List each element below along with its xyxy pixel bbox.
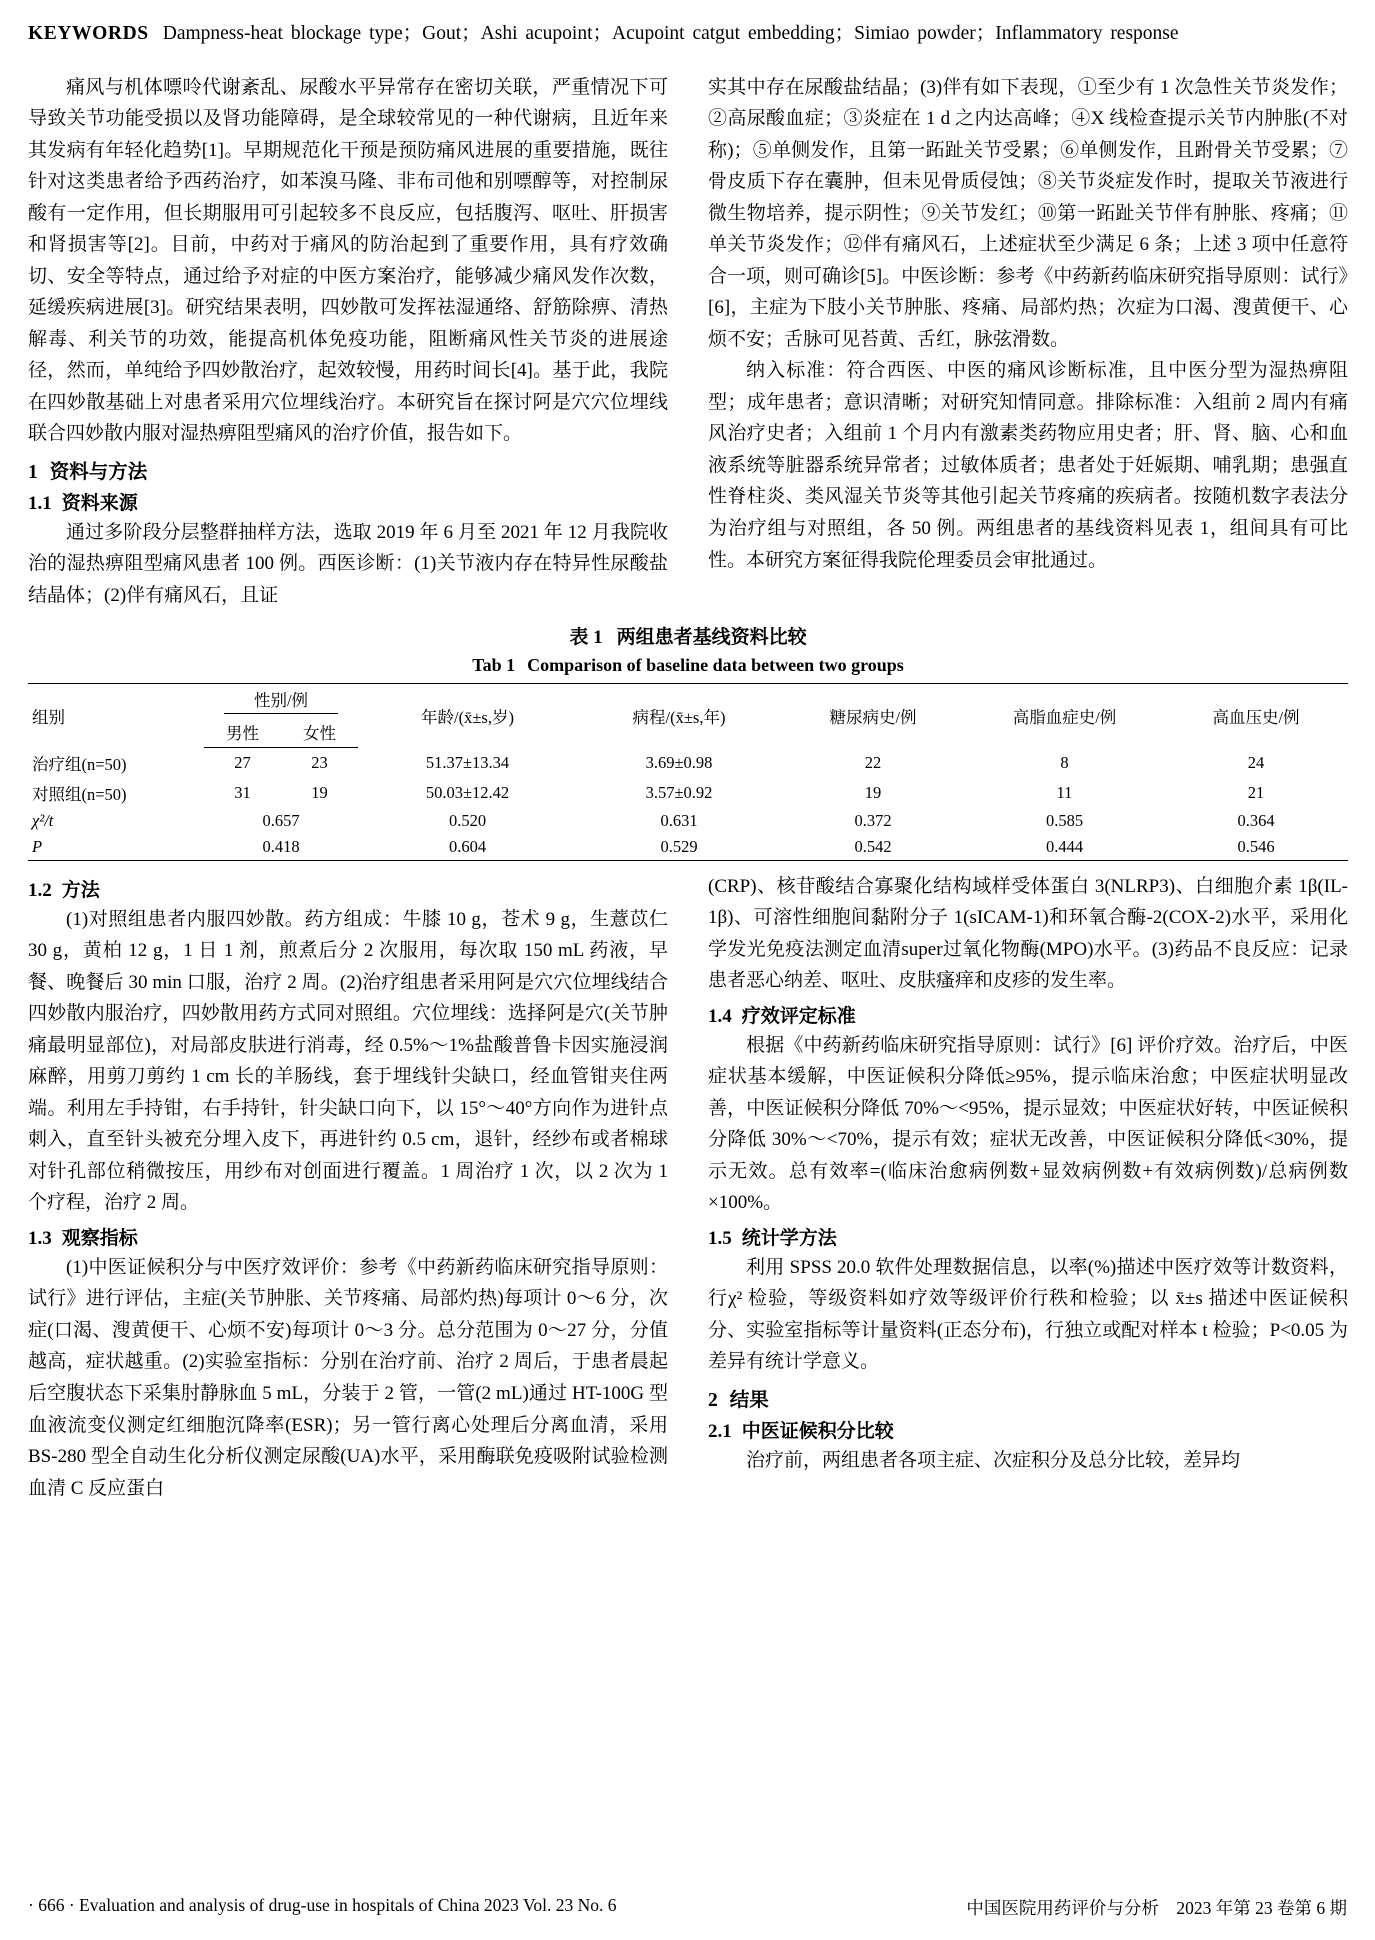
lab-indicators-continuation: (CRP)、核苷酸结合寡聚化结构域样受体蛋白 3(NLRP3)、白细胞介素 1β(IL-1β)、可溶性细胞间黏附分子 1(sICAM-1)和环氧合酶-2(COX-2)水平，采用化学发光免疫法测定血清super过氧化物酶(MPO)水平。(3)药品不良反应：记录患者恶心纳差、呕吐、皮肤瘙痒和皮疹的发生率。: [708, 875, 1348, 992]
section-2-number: 2: [708, 1389, 718, 1411]
cell-group: χ²/t: [32, 810, 54, 830]
subsection-1-1-number: 1.1: [28, 492, 52, 514]
statistics-paragraph: 利用 SPSS 20.0 软件处理数据信息，以率(%)描述中医疗效等计数资料，行χ² 检验，等级资料如疗效等级评价行秩和检验；以 x̄±s 描述中医证候积分、实验室指标等计量资料(正态分布)，行独立或配对样本 t 检验；P<0.05 为差异有统计学意义。: [708, 1256, 1348, 1373]
cell-diabetes: 19: [864, 782, 882, 802]
cell-age: 0.604: [358, 834, 577, 861]
right-column-top: [708, 72, 1348, 577]
two-column-body: [28, 72, 1348, 612]
table-1-title-cn: [28, 624, 1348, 653]
cell-hypertension: 21: [1247, 782, 1265, 802]
cell-female: 23: [311, 752, 328, 772]
subsection-heading-1-5: [708, 1223, 1348, 1250]
keywords-block: [28, 18, 1348, 50]
inclusion-criteria-paragraph: 纳入标准：符合西医、中医的痛风诊断标准，且中医分型为湿热痹阻型；成年患者；意识清晰；对研究知情同意。排除标准：入组前 2 周内有痛风治疗史者；入组前 1 个月内有激素类药物应用史者；肝、肾、脑、心和血液系统等脏器系统异常者；过敏体质者；患者处于妊娠期、哺乳期；患强直性脊柱炎、类风湿关节炎等其他引起关节疼痛的疾病者。按随机数字表法分为治疗组与对照组，各 50 例。两组患者的基线资料见表 1，组间具有可比性。本研究方案征得我院伦理委员会审批通过。: [708, 360, 1348, 571]
table-head: [28, 684, 1348, 748]
cell-diabetes: 0.542: [781, 834, 965, 861]
cell-group: 治疗组(n=50): [32, 754, 127, 774]
cell-male: 31: [234, 782, 251, 802]
cell-group: P: [28, 834, 204, 861]
cell-hyperlipidemia: 11: [1056, 782, 1073, 802]
cell-course: 3.69±0.98: [645, 752, 713, 772]
subsection-heading-1-3: [28, 1223, 668, 1250]
sex-subheader-rule: [224, 713, 338, 714]
keywords-label: KEYWORDS: [28, 23, 149, 44]
subsection-1-3-title: 观察指标: [61, 1227, 138, 1249]
subsection-1-4-title: 疗效评定标准: [741, 1005, 856, 1027]
diagnosis-paragraph: 实其中存在尿酸盐结晶；(3)伴有如下表现，①至少有 1 次急性关节炎发作；②高尿酸血症；③炎症在 1 d 之内达高峰；④X 线检查提示关节内肿胀(不对称)；⑤单侧发作，且第一跖趾关节受累；⑥单侧发作，且跗骨关节受累；⑦骨皮质下存在囊肿，但未见骨质侵蚀；⑧关节炎症发作时，提取关节液进行微生物培养，提示阴性；⑨关节发红；⑩第一跖趾关节伴有肿胀、疼痛；⑪单关节炎发作；⑫伴有痛风石，上述症状至少满足 6 条；上述 3 项中任意符合一项，则可确诊[5]。中医诊断：参考《中药新药临床研究指导原则：试行》[6]，主症为下肢小关节肿胀、疼痛、局部灼热；次症为口渴、溲黄便干、心烦不安；舌脉可见苔黄、舌红，脉弦滑数。: [708, 76, 1348, 350]
col-header-group: 组别: [28, 684, 204, 748]
section-heading-2: [708, 1384, 1348, 1412]
cell-diabetes: 0.372: [854, 810, 892, 830]
table-1-caption-en: Comparison of baseline data between two groups: [527, 655, 904, 676]
table-1-caption-cn: 两组患者基线资料比较: [616, 626, 807, 648]
cell-course: 3.57±0.92: [645, 782, 713, 802]
table-row: [28, 748, 1348, 778]
table-row: [28, 778, 1348, 808]
two-column-body-lower: [28, 871, 1348, 1505]
cell-hypertension: 0.546: [1164, 834, 1348, 861]
subsection-1-2-number: 1.2: [28, 879, 52, 901]
subsection-1-5-number: 1.5: [708, 1227, 732, 1249]
section-1-title: 资料与方法: [49, 461, 148, 483]
col-header-female: 女性: [281, 717, 358, 748]
table-header-row-1: [28, 684, 1348, 718]
cell-sex-stat: 0.657: [262, 810, 300, 830]
left-column-bottom: [28, 871, 668, 1505]
cell-hyperlipidemia: 0.585: [1045, 810, 1084, 830]
observation-indicators-paragraph: (1)中医证候积分与中医疗效评价：参考《中药新药临床研究指导原则：试行》进行评估，主症(关节肿胀、关节疼痛、局部灼热)每项计 0～6 分，次症(口渴、溲黄便干、心烦不安)每项计 0～3 分。总分范围为 0～27 分，分值越高，症状越重。(2)实验室指标：分别在治疗前、治疗 2 周后，于患者晨起后空腹状态下采集肘静脉血 5 mL，分装于 2 管，一管(2 mL)通过 HT-100G 型血液流变仪测定红细胞沉降率(ESR)；另一管行离心处理后分离血清，采用 BS-280 型全自动生化分析仪测定尿酸(UA)水平，采用酶联免疫吸附试验检测血清 C 反应蛋白: [28, 1256, 668, 1499]
page-footer: [28, 1895, 1347, 1920]
subsection-2-1-title: 中医证候积分比较: [741, 1420, 894, 1442]
col-header-diabetes: 糖尿病史/例: [781, 684, 965, 748]
cell-course: 0.529: [577, 834, 781, 861]
col-header-hypertension: 高血压史/例: [1164, 684, 1348, 748]
baseline-data-table: [28, 683, 1348, 861]
section-2-title: 结果: [729, 1389, 769, 1411]
efficacy-criteria-paragraph: 根据《中药新药临床研究指导原则：试行》[6] 评价疗效。治疗后，中医症状基本缓解，中医证候积分降低≥95%，提示临床治愈；中医症状明显改善，中医证候积分降低 70%～<95%，提示显效；中医症状好转，中医证候积分降低 30%～<70%，提示有效；症状无改善，中医证候积分降低<30%，提示无效。总有效率=(临床治愈病例数+显效病例数+有效病例数)/总病例数×100%。: [708, 1034, 1348, 1214]
methods-paragraph: (1)对照组患者内服四妙散。药方组成：牛膝 10 g，苍术 9 g，生薏苡仁 30 g，黄柏 12 g，1 日 1 剂，煎煮后分 2 次服用，每次取 150 mL 药液，早餐、晚餐后 30 min 口服，治疗 2 周。(2)治疗组患者采用阿是穴穴位埋线结合四妙散内服治疗，四妙散用药方式同对照组。穴位埋线：选择阿是穴(关节肿痛最明显部位)，对局部皮肤进行消毒，经 0.5%～1%盐酸普鲁卡因实施浸润麻醉，用剪刀剪约 1 cm 长的羊肠线，套于埋线针尖缺口，经血管钳夹住两端。利用左手持钳，右手持针，针尖缺口向下，以 15°～40°方向作为进针点刺入，直至针头被充分埋入皮下，再进针约 0.5 cm，退针，经纱布或者棉球对针孔部位稍微按压，用纱布对创面进行覆盖。1 周治疗 1 次，以 2 次为 1 个疗程，治疗 2 周。: [28, 908, 668, 1214]
table-body: [28, 748, 1348, 861]
cell-sex-stat: 0.418: [204, 834, 358, 861]
page-content: [28, 18, 1348, 1504]
col-header-age: 年龄/(x̄±s,岁): [358, 684, 577, 748]
table-1-number-cn: 表 1: [569, 626, 603, 648]
col-header-sex-label: 性别/例: [253, 691, 309, 711]
table-row: [28, 834, 1348, 861]
col-header-hyperlipidemia: 高脂血症史/例: [965, 684, 1164, 748]
left-column-top: [28, 72, 668, 612]
subsection-1-2-title: 方法: [61, 879, 100, 901]
cell-age: 0.520: [448, 810, 487, 830]
intro-paragraph: 痛风与机体嘌呤代谢紊乱、尿酸水平异常存在密切关联，严重情况下可导致关节功能受损以及肾功能障碍，是全球较常见的一种代谢病，且近年来其发病有年轻化趋势[1]。早期规范化干预是预防痛风进展的重要措施，既往针对这类患者给予西药治疗，如苯溴马隆、非布司他和别嘌醇等，对控制尿酸有一定作用，但长期服用可引起较多不良反应，包括腹泻、呕吐、肝损害和肾损害等[2]。目前，中药对于痛风的防治起到了重要作用，具有疗效确切、安全等特点，通过给予对症的中医方案治疗，能够减少痛风发作次数，延缓疾病进展[3]。研究结果表明，四妙散可发挥祛湿通络、舒筋除痹、清热解毒、利关节的功效，能提高机体免疫功能，阻断痛风性关节炎的进展途径，然而，单纯给予四妙散治疗，起效较慢，用药时间长[4]。基于此，我院在四妙散基础上对患者采用穴位埋线治疗。本研究旨在探讨阿是穴穴位埋线联合四妙散内服对湿热痹阻型痛风的治疗价值，报告如下。: [28, 76, 668, 445]
cell-female: 19: [311, 782, 328, 802]
keywords-list: Dampness-heat blockage type；Gout；Ashi acupoint；Acupoint catgut embedding；Simiao powder；Inflammatory response: [162, 23, 1179, 44]
subsection-heading-1-2: [28, 875, 668, 902]
subsection-1-1-paragraph: 通过多阶段分层整群抽样方法，选取 2019 年 6 月至 2021 年 12 月我院收治的湿热痹阻型痛风患者 100 例。西医诊断：(1)关节液内存在特异性尿酸盐结晶体；(2)伴有痛风石，且证: [28, 521, 668, 607]
cell-hypertension: 24: [1247, 752, 1265, 772]
cell-age: 50.03±12.42: [425, 782, 510, 802]
subsection-1-3-number: 1.3: [28, 1227, 52, 1249]
cell-diabetes: 22: [864, 752, 882, 772]
table-row: [28, 808, 1348, 834]
table-1-wrapper: [28, 624, 1348, 861]
col-header-male: 男性: [204, 717, 281, 748]
footer-left: · 666 · Evaluation and analysis of drug-use in hospitals of China 2023 Vol. 23 No. 6: [28, 1895, 617, 1915]
cell-age: 51.37±13.34: [425, 752, 510, 772]
section-heading-1: [28, 456, 668, 484]
cell-group: 对照组(n=50): [32, 784, 127, 804]
subsection-1-4-number: 1.4: [708, 1005, 732, 1027]
table-1-number-en: Tab 1: [472, 655, 516, 676]
col-header-course: 病程/(x̄±s,年): [577, 684, 781, 748]
cell-male: 27: [234, 752, 251, 772]
right-column-bottom: [708, 871, 1348, 1477]
subsection-heading-1-1: [28, 488, 668, 515]
section-1-number: 1: [28, 461, 38, 483]
cell-hyperlipidemia: 8: [1060, 752, 1069, 772]
cell-hypertension: 0.364: [1237, 810, 1275, 830]
footer-right: 中国医院用药评价与分析 2023 年第 23 卷第 6 期: [966, 1898, 1347, 1918]
subsection-heading-2-1: [708, 1416, 1348, 1443]
table-1-title-en: [28, 652, 1348, 679]
subsection-heading-1-4: [708, 1001, 1348, 1028]
subsection-2-1-number: 2.1: [708, 1420, 732, 1442]
cell-hyperlipidemia: 0.444: [965, 834, 1164, 861]
results-paragraph: 治疗前，两组患者各项主症、次症积分及总分比较，差异均: [746, 1449, 1241, 1471]
cell-course: 0.631: [660, 810, 698, 830]
subsection-1-5-title: 统计学方法: [741, 1227, 837, 1249]
subsection-1-1-title: 资料来源: [61, 492, 138, 514]
col-header-sex: [204, 684, 358, 718]
